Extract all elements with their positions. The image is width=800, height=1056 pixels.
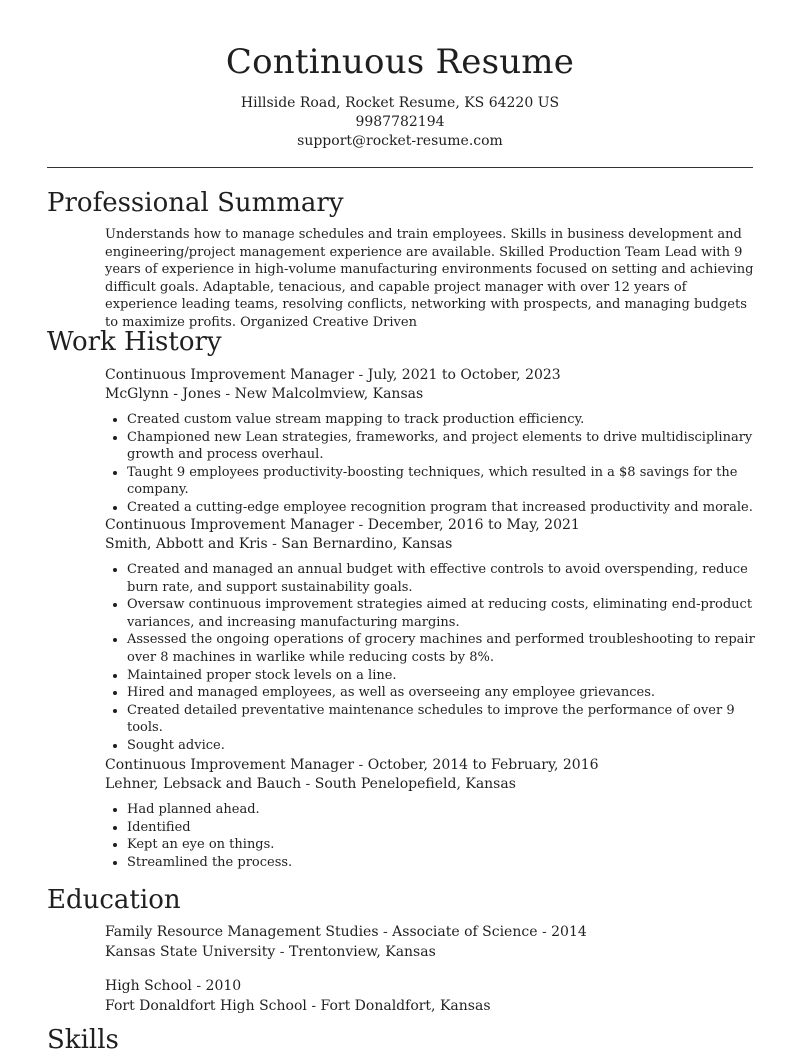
job-bullet: • Kept an eye on things. [127,836,765,854]
education-program-line: High School - 2010 [105,978,242,994]
education-program: High School [105,978,192,994]
education-school-line: Fort Donaldfort High School - Fort Donaldfort, Kansas [105,997,491,1014]
job-bullet: • Streamlined the process. [127,854,765,872]
job-bullet: • Identified [127,819,765,837]
work-history-heading: Work History [47,327,222,357]
job-bullets [105,411,765,517]
education-entry-2 [105,977,765,1016]
resume-header [0,40,800,151]
education-school: Kansas State University [105,943,276,960]
contact-email: support@rocket-resume.com [297,133,503,149]
job-title: Continuous Improvement Manager [105,367,355,383]
job-company-line: McGlynn - Jones - New Malcolmview, Kansas [105,386,424,402]
job-company-line: Smith, Abbott and Kris - San Bernardino, Kansas [105,536,453,552]
job-bullets [105,801,765,871]
education-school-line: Kansas State University - Trentonview, Kansas [105,943,436,960]
job-bullet: • Created custom value stream mapping to track production efficiency. [127,411,765,429]
job-bullet: • Championed new Lean strategies, frameworks, and project elements to drive multidisciplinary growth and process overhaul. [127,429,765,464]
job-bullet: • Had planned ahead. [127,801,765,819]
job-bullet: • Assessed the ongoing operations of grocery machines and performed troubleshooting to repair over 8 machines in warlike while reducing costs by 8%. [127,631,765,666]
job-bullet: • Maintained proper stock levels on a line. [127,667,765,685]
job-company: Lehner, Lebsack and Bauch [105,776,302,792]
job-bullet: • Created a cutting-edge employee recognition program that increased productivity and morale. [127,499,765,517]
job-bullet: • Created detailed preventative maintenance schedules to improve the performance of over 9 tools. [127,702,765,737]
job-entry-1 [105,366,765,517]
summary-heading: Professional Summary [47,188,344,218]
job-dates: October, 2014 to February, 2016 [367,757,599,773]
education-year: 2010 [205,978,242,994]
education-program-line: Family Resource Management Studies - Associate of Science - 2014 [105,924,587,940]
education-school: Fort Donaldfort High School [105,997,307,1014]
job-bullets [105,561,765,755]
education-program: Family Resource Management Studies [105,924,379,940]
job-title-line: Continuous Improvement Manager - July, 2021 to October, 2023 [105,367,561,383]
job-title-line: Continuous Improvement Manager - October, 2014 to February, 2016 [105,757,599,773]
job-bullet: • Hired and managed employees, as well as overseeing any employee grievances. [127,684,765,702]
job-company: McGlynn - Jones [105,386,221,402]
contact-address: Hillside Road, Rocket Resume, KS 64220 US [240,95,560,111]
job-dates: July, 2021 to October, 2023 [367,367,561,383]
job-title: Continuous Improvement Manager [105,517,355,533]
job-company-line: Lehner, Lebsack and Bauch - South Penelopefield, Kansas [105,776,516,792]
summary-text: Understands how to manage schedules and train employees. Skills in business development and engineering/project management experience are available. Skilled Production Team Lead with 9 years of experience in high-volume manufacturing environments focused on setting and achieving difficult goals. Adaptable, tenacious, and capable project manager with over 12 years of experience leading teams, resolving conflicts, networking with prospects, and managing budgets to maximize profits. Organized Creative Driven [105,227,754,330]
contact-phone: 9987782194 [355,114,445,130]
education-year: 2014 [551,924,587,940]
job-dates: December, 2016 to May, 2021 [367,517,580,533]
education-heading: Education [47,885,181,915]
job-entry-3 [105,756,765,871]
job-bullet: • Oversaw continuous improvement strategies aimed at reducing costs, eliminating end-product variances, and increasing manufacturing margins. [127,596,765,631]
job-bullet: • Taught 9 employees productivity-boosting techniques, which resulted in a $8 savings for the company. [127,464,765,499]
job-location: San Bernardino, Kansas [281,536,453,552]
job-location: New Malcolmview, Kansas [234,386,424,402]
job-title: Continuous Improvement Manager [105,757,355,773]
job-company: Smith, Abbott and Kris [105,536,268,552]
job-title-line: Continuous Improvement Manager - December, 2016 to May, 2021 [105,517,580,533]
education-location: Fort Donaldfort, Kansas [320,997,491,1014]
resume-name: Continuous Resume [225,42,575,82]
job-bullet: • Sought advice. [127,737,765,755]
header-divider [47,167,753,168]
job-location: South Penelopefield, Kansas [314,776,516,792]
job-bullet: • Created and managed an annual budget with effective controls to avoid overspending, reduce burn rate, and support sustainability goals. [127,561,765,596]
job-entry-2 [105,516,765,755]
education-entry-1 [105,923,765,962]
education-degree: Associate of Science [392,924,538,940]
skills-heading: Skills [47,1025,119,1055]
education-location: Trentonview, Kansas [288,943,436,960]
